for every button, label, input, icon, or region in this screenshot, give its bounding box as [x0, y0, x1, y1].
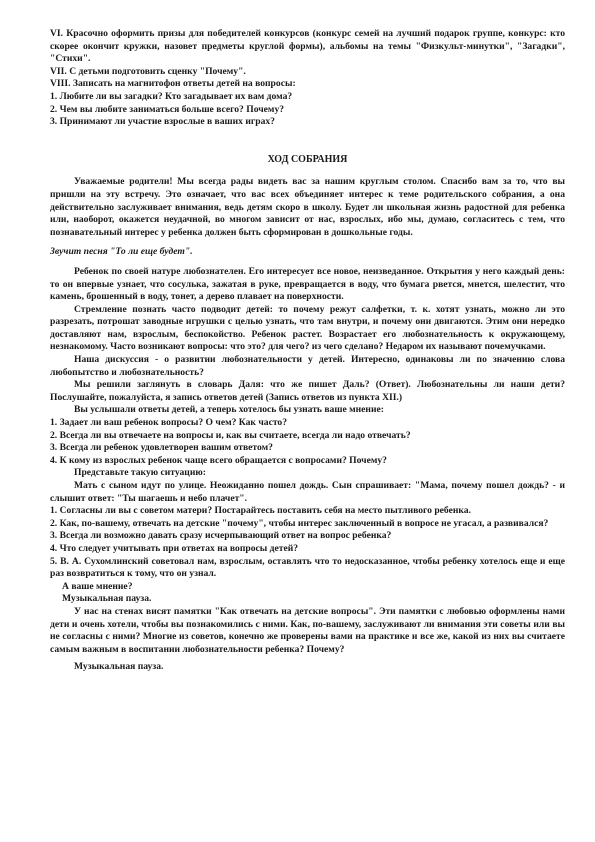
music-pause-2: Музыкальная пауза.: [74, 661, 164, 673]
situation-question-1: 1. Согласны ли вы с советом матери? Постарайтесь поставить себя на место пытливого ребенка.: [50, 505, 471, 517]
prep-item-7: VII. С детьми подготовить сценку "Почему".: [50, 65, 246, 77]
opinion-question-3: 3. Всегда ли ребенок удовлетворен вашим ответом?: [50, 442, 273, 454]
situation-story: Мать с сыном идут по улице. Неожиданно пошел дождь. Сын спрашивает: "Мама, почему пошел дождь? - и слышит ответ: "Ты шагаешь и небо плачет".: [50, 480, 565, 504]
situation-question-5: 5. В. А. Сухомлинский советовал нам, взрослым, оставлять что то недосказанное, чтобы ребенку хотелось еще и еще раз возвратиться к тому, что он узнал.: [50, 555, 565, 580]
paragraph-opinion-request: Вы услышали ответы детей, а теперь хотелось бы узнать ваше мнение:: [74, 404, 384, 416]
prep-item-8: VIII. Записать на магнитофон ответы детей на вопросы:: [50, 78, 296, 90]
opinion-question-2: 2. Всегда ли вы отвечаете на вопросы и, как вы считаете, всегда ли надо отвечать?: [50, 429, 411, 441]
opinion-prompt: А ваше мнение?: [62, 580, 133, 592]
paragraph-discussion: Наша дискуссия - о развитии любознательности у детей. Интересно, одинаковы ли по значению слова любопытство и любознательность?: [50, 354, 565, 378]
intro-paragraph: Уважаемые родители! Мы всегда рады видеть вас за нашим круглым столом. Спасибо вам за то, что вы пришли на эту встречу. Это означает, что вас всех объединяет интерес к теме родительского собрания, а она действительно заслуживает внимания, ведь детям скоро в школу. Будет ли школьная жизнь радостной для ребенка или, наоборот, окажется неудачной, во многом зависит от нас, взрослых, ибо мы, думаю, согласитесь с тем, что познавательный интерес у ребенка должен быть сформирован в дошкольные годы.: [50, 176, 565, 238]
opinion-question-4: 4. К кому из взрослых ребенок чаще всего обращается с вопросами? Почему?: [50, 454, 387, 466]
prep-item-6: VI. Красочно оформить призы для победителей конкурсов (конкурс семей на лучший подарок группе, конкурс: кто скорее окончит кружки, назовет предметы круглой формы), альбомы на темы "Физкульт-минутки", "Загадки", "Стихи".: [50, 28, 565, 65]
situation-question-2: 2. Как, по-вашему, отвечать на детские "почему", чтобы интерес заключенный в вопросе не угасал, а развивался?: [50, 517, 549, 529]
recording-question-3: 3. Принимают ли участие взрослые в ваших играх?: [50, 116, 275, 128]
document-body: [50, 28, 565, 674]
section-title: ХОД СОБРАНИЯ: [267, 153, 348, 165]
situation-question-3: 3. Всегда ли возможно давать сразу исчерпывающий ответ на вопрос ребенка?: [50, 530, 392, 542]
paragraph-memos: У нас на стенах висят памятки "Как отвечать на детские вопросы". Эти памятки с любовью оформлены нами дети и очень хотели, чтобы вы познакомились с ними. Как, по-вашему, заслуживают ли внимания эти советы или вы не согласны с ними? Многие из советов, конечно же проверены вами на практике и все же, какой из них вы считаете самым важным в воспитании любознательности ребенка? Почему?: [50, 605, 565, 655]
opinion-question-1: 1. Задает ли ваш ребенок вопросы? О чем? Как часто?: [50, 417, 288, 429]
paragraph-curiosity: Ребенок по своей натуре любознателен. Его интересует все новое, неизведанное. Открытия у него каждый день: то он впервые узнает, что сосулька, зажатая в руке, превращается в воду, что бумага рвется, мнется, шелестит, что камень, брошенный в воду, тонет, а дерево плавает на поверхности.: [50, 265, 565, 303]
music-pause-1: Музыкальная пауза.: [62, 593, 152, 605]
song-cue: Звучит песня "То ли еще будет".: [50, 246, 193, 258]
situation-heading: Представьте такую ситуацию:: [74, 467, 206, 479]
recording-question-1: 1. Любите ли вы загадки? Кто загадывает их вам дома?: [50, 90, 293, 102]
recording-question-2: 2. Чем вы любите заниматься больше всего? Почему?: [50, 103, 285, 115]
situation-question-4: 4. Что следует учитывать при ответах на вопросы детей?: [50, 542, 299, 554]
paragraph-dictionary: Мы решили заглянуть в словарь Даля: что же пишет Даль? (Ответ). Любознательны ли наши дети? Послушайте, пожалуйста, я запись ответов детей (Запись ответов из пункта XII.): [50, 379, 565, 403]
paragraph-striving: Стремление познать часто подводит детей: то почему режут салфетки, т. к. хотят узнать, можно ли это разрезать, потрошат заводные игрушки с целью узнать, что там внутри, и почему они двигаются. Этим они нередко доставляют нам, взрослым, беспокойство. Ребенок растет. Возрастает его любознательность к окружающему, незнакомому. Часто возникают вопросы: что это? для чего? из чего сделано? Недаром их называют почемучками.: [50, 303, 565, 353]
